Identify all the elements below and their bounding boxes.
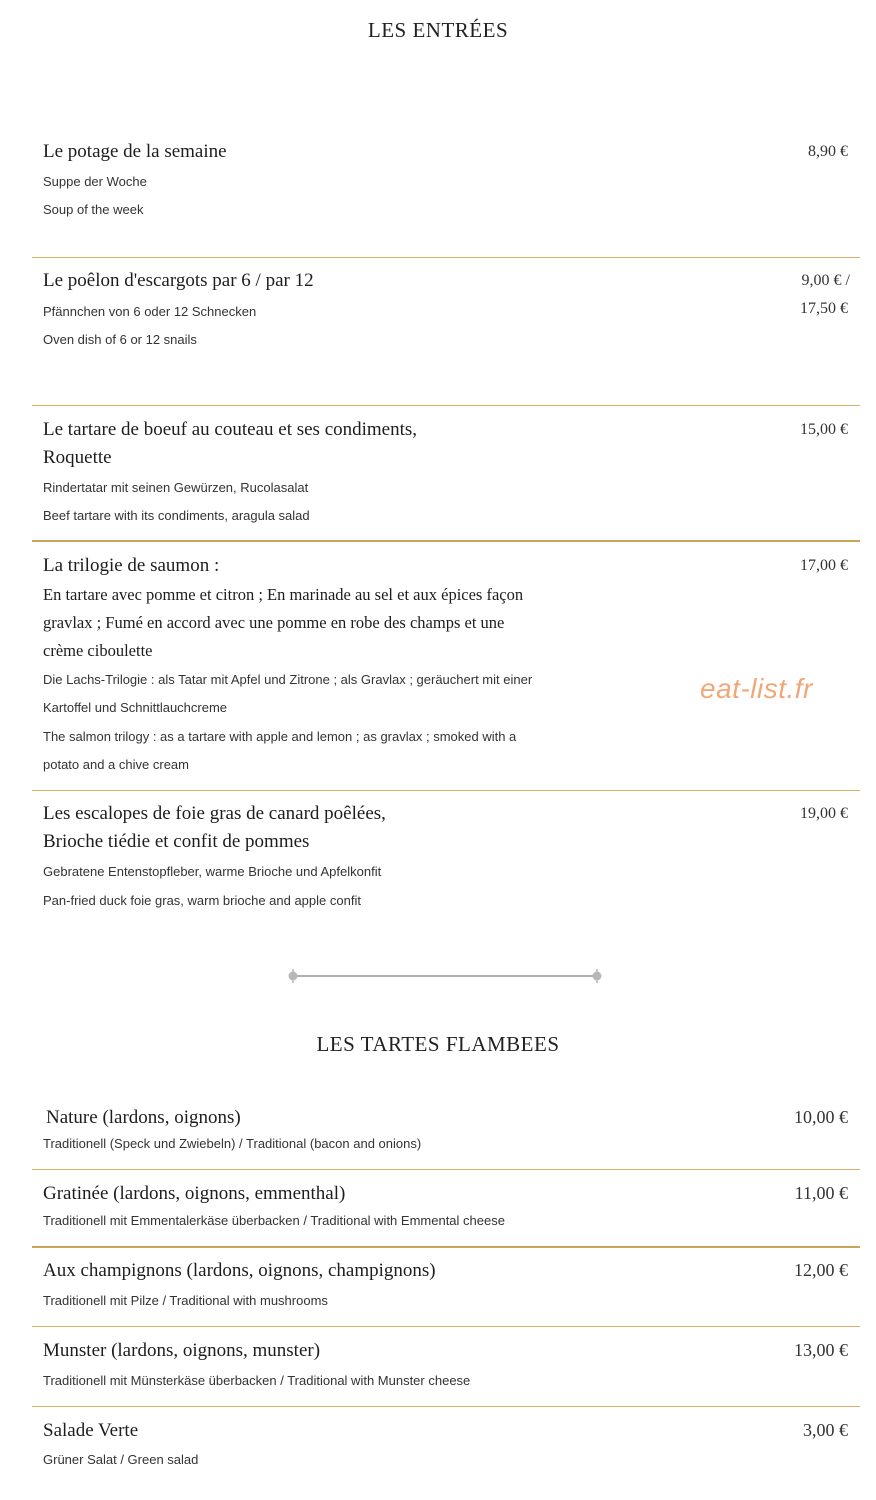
dish-price: 9,00 € / [801, 272, 850, 289]
divider-line [32, 1406, 860, 1407]
dish-name: Aux champignons (lardons, oignons, champignons) [43, 1260, 436, 1281]
dish-desc: Traditionell mit Emmentalerkäse überbacken / Traditional with Emmental cheese [43, 1213, 505, 1228]
dish-desc-de: Rindertatar mit seinen Gewürzen, Rucolasalat [43, 480, 309, 495]
divider-line [32, 405, 860, 406]
section-title-tartes: LES TARTES FLAMBEES [316, 1032, 560, 1056]
dish-desc: Traditionell mit Münsterkäse überbacken / Traditional with Munster cheese [43, 1373, 471, 1388]
dish-name: Le poêlon d'escargots par 6 / par 12 [43, 270, 314, 291]
dish-desc-fr: En tartare avec pomme et citron ; En marinade au sel et aux épices façon [43, 585, 524, 604]
dish-desc-en: Beef tartare with its condiments, aragula salad [43, 508, 310, 523]
dish-price: 3,00 € [803, 1420, 848, 1440]
dish-desc-fr: gravlax ; Fumé en accord avec une pomme en robe des champs et une [43, 613, 505, 632]
dish-price: 19,00 € [800, 805, 848, 822]
divider-line [32, 1169, 860, 1170]
dish-desc-en: Soup of the week [43, 202, 144, 217]
dish-desc: Traditionell mit Pilze / Traditional with mushrooms [43, 1293, 328, 1308]
dish-price: 8,90 € [808, 143, 848, 160]
dish-name: Nature (lardons, oignons) [46, 1107, 241, 1128]
dish-desc: Traditionell (Speck und Zwiebeln) / Traditional (bacon and onions) [43, 1136, 422, 1151]
dish-name: Salade Verte [43, 1420, 139, 1441]
dish-desc-de: Pfännchen von 6 oder 12 Schnecken [43, 304, 257, 319]
dish-name: Roquette [43, 447, 112, 468]
dish-desc-en: potato and a chive cream [43, 757, 189, 772]
section-title-entrees: LES ENTRÉES [367, 18, 509, 42]
divider-line [32, 1326, 860, 1327]
dish-desc-en: Pan-fried duck foie gras, warm brioche and apple confit [43, 893, 361, 908]
dish-desc-de: Kartoffel und Schnittlauchcreme [43, 700, 228, 715]
dish-name: Gratinée (lardons, oignons, emmenthal) [43, 1183, 346, 1204]
ornamental-divider [284, 966, 606, 986]
dish-price: 13,00 € [794, 1340, 848, 1360]
divider-line [32, 790, 860, 791]
dish-name: Brioche tiédie et confit de pommes [43, 831, 310, 852]
divider-line [32, 540, 860, 542]
dish-name: La trilogie de saumon : [43, 555, 220, 576]
dish-name: Le potage de la semaine [43, 141, 227, 162]
dish-desc-de: Gebratene Entenstopfleber, warme Brioche und Apfelkonfit [43, 864, 382, 879]
dish-desc-en: Oven dish of 6 or 12 snails [43, 332, 197, 347]
dish-name: Le tartare de boeuf au couteau et ses condiments, [43, 419, 418, 440]
dish-name: Les escalopes de foie gras de canard poêlées, [43, 803, 386, 824]
dish-price: 10,00 € [794, 1107, 848, 1127]
dish-price: 12,00 € [794, 1260, 848, 1280]
dish-name: Munster (lardons, oignons, munster) [43, 1340, 321, 1361]
dish-desc-de: Die Lachs-Trilogie : als Tatar mit Apfel und Zitrone ; als Gravlax ; geräuchert mit einer [43, 672, 533, 687]
divider-line [32, 1246, 860, 1248]
dish-price: 17,50 € [800, 300, 848, 317]
watermark: eat-list.fr [700, 673, 813, 704]
dish-desc-de: Suppe der Woche [43, 174, 147, 189]
dish-price: 17,00 € [800, 557, 848, 574]
dish-price: 15,00 € [800, 421, 848, 438]
dish-price: 11,00 € [794, 1183, 848, 1203]
divider-line [32, 257, 860, 258]
dish-desc: Grüner Salat / Green salad [43, 1452, 199, 1467]
dish-desc-en: The salmon trilogy : as a tartare with apple and lemon ; as gravlax ; smoked with a [43, 729, 517, 744]
dish-desc-fr: crème ciboulette [43, 641, 153, 660]
